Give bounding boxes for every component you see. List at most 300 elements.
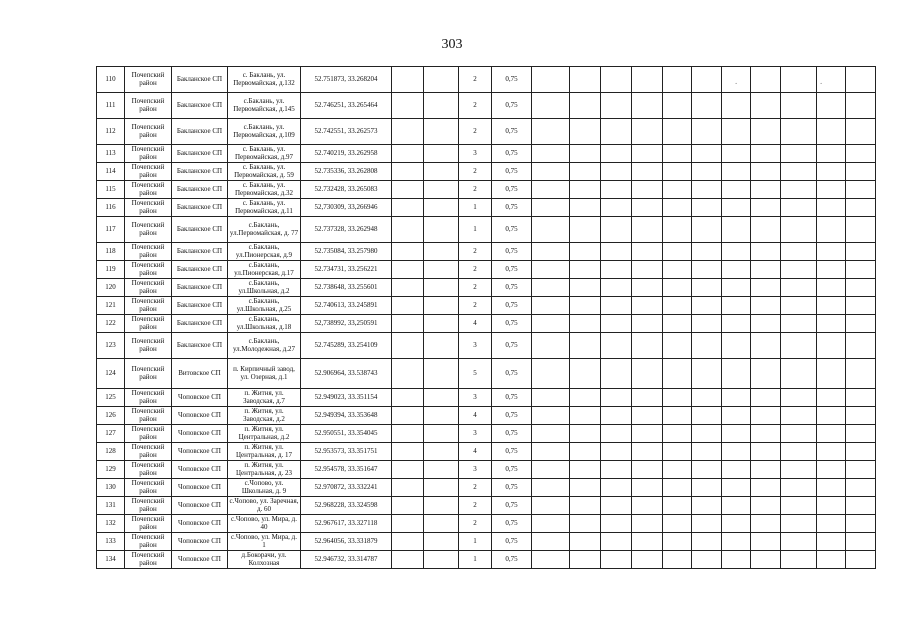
empty-cell <box>570 315 601 333</box>
settlement-cell: Чоповское СП <box>172 533 228 551</box>
settlement-cell: Бакланское СП <box>172 261 228 279</box>
empty-cell <box>632 199 663 217</box>
empty-cell <box>817 407 846 425</box>
empty-cell <box>632 359 663 389</box>
empty-cell <box>532 479 570 497</box>
empty-cell <box>632 145 663 163</box>
empty-cell <box>781 199 817 217</box>
coordinates-cell: 52.737328, 33.262948 <box>301 217 392 243</box>
district-cell: Почепский район <box>125 425 172 443</box>
empty-cell <box>570 551 601 569</box>
address-cell: п. Житня, ул. Заводская, д.2 <box>228 407 301 425</box>
table-row <box>97 217 876 243</box>
empty-cell <box>570 217 601 243</box>
empty-cell <box>392 119 424 145</box>
empty-cell <box>781 163 817 181</box>
empty-cell <box>846 425 876 443</box>
empty-cell <box>424 389 459 407</box>
empty-cell <box>601 497 632 515</box>
empty-cell <box>817 515 846 533</box>
quantity-cell: 3 <box>459 461 492 479</box>
settlement-cell: Бакланское СП <box>172 67 228 93</box>
empty-cell <box>663 497 692 515</box>
volume-cell: 0,75 <box>492 261 532 279</box>
empty-cell <box>392 551 424 569</box>
empty-cell <box>424 515 459 533</box>
empty-cell <box>663 407 692 425</box>
empty-cell <box>392 533 424 551</box>
table-row <box>97 443 876 461</box>
volume-cell: 0,75 <box>492 389 532 407</box>
empty-cell <box>663 119 692 145</box>
empty-cell <box>722 199 751 217</box>
empty-cell <box>722 119 751 145</box>
empty-cell <box>692 119 722 145</box>
empty-cell <box>570 279 601 297</box>
district-cell: Почепский район <box>125 119 172 145</box>
row-number: 124 <box>97 359 125 389</box>
empty-cell <box>722 243 751 261</box>
volume-cell: 0,75 <box>492 551 532 569</box>
empty-cell <box>424 199 459 217</box>
empty-cell <box>846 145 876 163</box>
empty-cell <box>751 217 781 243</box>
empty-cell <box>601 425 632 443</box>
row-number: 131 <box>97 497 125 515</box>
district-cell: Почепский район <box>125 515 172 533</box>
empty-cell <box>424 407 459 425</box>
empty-cell <box>424 243 459 261</box>
district-cell: Почепский район <box>125 217 172 243</box>
empty-cell <box>692 315 722 333</box>
empty-cell <box>692 551 722 569</box>
empty-cell <box>570 389 601 407</box>
empty-cell <box>722 533 751 551</box>
empty-cell <box>570 297 601 315</box>
quantity-cell: 1 <box>459 551 492 569</box>
coordinates-cell: 52.742551, 33.262573 <box>301 119 392 145</box>
row-number: 125 <box>97 389 125 407</box>
empty-cell <box>781 551 817 569</box>
empty-cell <box>663 551 692 569</box>
empty-cell <box>632 479 663 497</box>
address-cell: п. Житня, ул. Центральная, д. 17 <box>228 443 301 461</box>
empty-cell <box>751 389 781 407</box>
district-cell: Почепский район <box>125 199 172 217</box>
district-cell: Почепский район <box>125 145 172 163</box>
empty-cell <box>392 217 424 243</box>
table-row <box>97 67 876 93</box>
empty-cell <box>817 119 846 145</box>
settlement-cell: Чоповское СП <box>172 479 228 497</box>
volume-cell: 0,75 <box>492 425 532 443</box>
volume-cell: 0,75 <box>492 67 532 93</box>
empty-cell <box>817 359 846 389</box>
empty-cell <box>781 461 817 479</box>
empty-cell <box>601 389 632 407</box>
empty-cell <box>570 443 601 461</box>
quantity-cell: 3 <box>459 425 492 443</box>
empty-cell <box>751 479 781 497</box>
empty-cell <box>570 359 601 389</box>
empty-cell <box>601 279 632 297</box>
empty-cell <box>601 479 632 497</box>
settlement-cell: Чоповское СП <box>172 389 228 407</box>
volume-cell: 0,75 <box>492 497 532 515</box>
district-cell: Почепский район <box>125 497 172 515</box>
empty-cell <box>663 261 692 279</box>
empty-cell <box>663 461 692 479</box>
empty-cell <box>632 551 663 569</box>
empty-cell <box>846 359 876 389</box>
empty-cell <box>424 163 459 181</box>
empty-cell <box>817 315 846 333</box>
quantity-cell: 2 <box>459 181 492 199</box>
district-cell: Почепский район <box>125 389 172 407</box>
coordinates-cell: 52.732428, 33.265083 <box>301 181 392 199</box>
volume-cell: 0,75 <box>492 243 532 261</box>
empty-cell <box>692 67 722 93</box>
district-cell: Почепский район <box>125 479 172 497</box>
district-cell: Почепский район <box>125 461 172 479</box>
empty-cell <box>601 359 632 389</box>
empty-cell <box>751 497 781 515</box>
empty-cell <box>781 67 817 93</box>
empty-cell <box>392 93 424 119</box>
settlement-cell: Чоповское СП <box>172 407 228 425</box>
empty-cell <box>846 407 876 425</box>
empty-cell <box>632 163 663 181</box>
empty-cell <box>817 389 846 407</box>
empty-cell <box>570 199 601 217</box>
settlement-cell: Бакланское СП <box>172 297 228 315</box>
row-number: 134 <box>97 551 125 569</box>
coordinates-cell: 52.746251, 33.265464 <box>301 93 392 119</box>
coordinates-cell: 52.751873, 33.268204 <box>301 67 392 93</box>
empty-cell <box>601 163 632 181</box>
coordinates-cell: 52.970872, 33.332241 <box>301 479 392 497</box>
quantity-cell: 2 <box>459 515 492 533</box>
empty-cell <box>632 461 663 479</box>
empty-cell <box>846 279 876 297</box>
settlement-cell: Бакланское СП <box>172 119 228 145</box>
empty-cell <box>392 389 424 407</box>
empty-cell <box>570 67 601 93</box>
empty-cell <box>846 533 876 551</box>
district-cell: Почепский район <box>125 261 172 279</box>
empty-cell <box>722 407 751 425</box>
empty-cell <box>632 497 663 515</box>
coordinates-cell: 52.738648, 33.255601 <box>301 279 392 297</box>
quantity-cell: 2 <box>459 497 492 515</box>
empty-cell <box>632 93 663 119</box>
address-cell: с.Баклань, ул. Первомайская, д.145 <box>228 93 301 119</box>
empty-cell <box>601 333 632 359</box>
empty-cell <box>392 315 424 333</box>
coordinates-cell: 52.967617, 33.327118 <box>301 515 392 533</box>
empty-cell <box>532 261 570 279</box>
empty-cell <box>817 243 846 261</box>
empty-cell <box>663 515 692 533</box>
volume-cell: 0,75 <box>492 515 532 533</box>
empty-cell <box>781 497 817 515</box>
empty-cell <box>692 297 722 315</box>
empty-cell <box>751 199 781 217</box>
empty-cell <box>692 443 722 461</box>
empty-cell <box>601 461 632 479</box>
empty-cell <box>846 181 876 199</box>
table-row <box>97 515 876 533</box>
empty-cell <box>632 425 663 443</box>
empty-cell <box>781 315 817 333</box>
empty-cell <box>570 479 601 497</box>
empty-cell <box>392 181 424 199</box>
settlement-cell: Бакланское СП <box>172 315 228 333</box>
quantity-cell: 4 <box>459 407 492 425</box>
empty-cell <box>532 359 570 389</box>
empty-cell <box>751 163 781 181</box>
empty-cell <box>817 93 846 119</box>
district-cell: Почепский район <box>125 243 172 261</box>
empty-cell <box>722 181 751 199</box>
quantity-cell: 2 <box>459 243 492 261</box>
empty-cell <box>751 533 781 551</box>
table-row <box>97 279 876 297</box>
settlement-cell: Бакланское СП <box>172 199 228 217</box>
table-row <box>97 297 876 315</box>
empty-cell <box>781 515 817 533</box>
empty-cell <box>532 279 570 297</box>
empty-cell <box>532 497 570 515</box>
empty-cell <box>692 407 722 425</box>
coordinates-cell: 52,730309, 33,266946 <box>301 199 392 217</box>
empty-cell <box>570 243 601 261</box>
registry-table <box>96 66 876 569</box>
empty-cell <box>601 119 632 145</box>
empty-cell <box>601 181 632 199</box>
empty-cell <box>817 533 846 551</box>
empty-cell <box>532 243 570 261</box>
table-row <box>97 163 876 181</box>
settlement-cell: Чоповское СП <box>172 425 228 443</box>
settlement-cell: Бакланское СП <box>172 145 228 163</box>
empty-cell <box>751 551 781 569</box>
row-number: 122 <box>97 315 125 333</box>
empty-cell <box>392 443 424 461</box>
row-number: 128 <box>97 443 125 461</box>
empty-cell <box>781 279 817 297</box>
empty-cell <box>392 199 424 217</box>
empty-cell <box>632 333 663 359</box>
quantity-cell: 5 <box>459 359 492 389</box>
volume-cell: 0,75 <box>492 461 532 479</box>
empty-cell <box>751 181 781 199</box>
empty-cell <box>392 297 424 315</box>
table-row <box>97 425 876 443</box>
empty-cell <box>424 315 459 333</box>
empty-cell <box>751 315 781 333</box>
volume-cell: 0,75 <box>492 315 532 333</box>
empty-cell <box>663 279 692 297</box>
empty-cell <box>781 407 817 425</box>
address-cell: с.Баклань, ул.Пионерская, д.17 <box>228 261 301 279</box>
empty-cell <box>632 515 663 533</box>
empty-cell <box>817 497 846 515</box>
volume-cell: 0,75 <box>492 93 532 119</box>
table-row <box>97 181 876 199</box>
empty-cell <box>781 297 817 315</box>
address-cell: с.Баклань, ул. Первомайская, д.109 <box>228 119 301 145</box>
empty-cell <box>424 533 459 551</box>
address-cell: с.Чопово, ул. Школьная, д. 9 <box>228 479 301 497</box>
table-row <box>97 119 876 145</box>
empty-cell <box>663 533 692 551</box>
quantity-cell: 2 <box>459 119 492 145</box>
empty-cell <box>663 359 692 389</box>
quantity-cell: 2 <box>459 297 492 315</box>
address-cell: с. Баклань, ул. Первомайская, д.97 <box>228 145 301 163</box>
margin-mark: . <box>820 76 823 86</box>
empty-cell <box>601 443 632 461</box>
volume-cell: 0,75 <box>492 333 532 359</box>
empty-cell <box>601 551 632 569</box>
address-cell: п. Житня, ул. Центральная, д. 23 <box>228 461 301 479</box>
empty-cell <box>424 93 459 119</box>
empty-cell <box>817 443 846 461</box>
empty-cell <box>601 533 632 551</box>
empty-cell <box>392 163 424 181</box>
empty-cell <box>722 443 751 461</box>
table-row <box>97 199 876 217</box>
empty-cell <box>846 217 876 243</box>
row-number: 112 <box>97 119 125 145</box>
quantity-cell: 3 <box>459 389 492 407</box>
settlement-cell: Чоповское СП <box>172 515 228 533</box>
coordinates-cell: 52.968228, 33.324598 <box>301 497 392 515</box>
empty-cell <box>424 479 459 497</box>
district-cell: Почепский район <box>125 93 172 119</box>
empty-cell <box>532 145 570 163</box>
empty-cell <box>424 497 459 515</box>
district-cell: Почепский район <box>125 443 172 461</box>
empty-cell <box>601 243 632 261</box>
empty-cell <box>817 425 846 443</box>
empty-cell <box>781 425 817 443</box>
settlement-cell: Бакланское СП <box>172 181 228 199</box>
table-row <box>97 551 876 569</box>
table-row <box>97 461 876 479</box>
district-cell: Почепский район <box>125 359 172 389</box>
row-number: 123 <box>97 333 125 359</box>
row-number: 116 <box>97 199 125 217</box>
empty-cell <box>663 425 692 443</box>
settlement-cell: Чоповское СП <box>172 461 228 479</box>
settlement-cell: Чоповское СП <box>172 443 228 461</box>
empty-cell <box>722 163 751 181</box>
empty-cell <box>692 497 722 515</box>
quantity-cell: 2 <box>459 261 492 279</box>
settlement-cell: Чоповское СП <box>172 497 228 515</box>
empty-cell <box>663 243 692 261</box>
empty-cell <box>751 443 781 461</box>
row-number: 114 <box>97 163 125 181</box>
empty-cell <box>663 443 692 461</box>
address-cell: с.Баклань, ул.Школьная, д.2 <box>228 279 301 297</box>
empty-cell <box>751 145 781 163</box>
empty-cell <box>392 261 424 279</box>
district-cell: Почепский район <box>125 67 172 93</box>
empty-cell <box>601 93 632 119</box>
empty-cell <box>532 93 570 119</box>
empty-cell <box>532 119 570 145</box>
empty-cell <box>424 145 459 163</box>
row-number: 121 <box>97 297 125 315</box>
empty-cell <box>817 199 846 217</box>
empty-cell <box>722 497 751 515</box>
district-cell: Почепский район <box>125 533 172 551</box>
empty-cell <box>722 359 751 389</box>
empty-cell <box>392 145 424 163</box>
coordinates-cell: 52.745289, 33.254109 <box>301 333 392 359</box>
coordinates-cell: 52.950551, 33.354045 <box>301 425 392 443</box>
coordinates-cell: 52.735084, 33.257980 <box>301 243 392 261</box>
empty-cell <box>663 217 692 243</box>
row-number: 111 <box>97 93 125 119</box>
margin-mark: . <box>735 76 738 86</box>
empty-cell <box>392 461 424 479</box>
row-number: 110 <box>97 67 125 93</box>
row-number: 113 <box>97 145 125 163</box>
empty-cell <box>846 333 876 359</box>
empty-cell <box>570 145 601 163</box>
empty-cell <box>532 333 570 359</box>
coordinates-cell: 52.949394, 33.353648 <box>301 407 392 425</box>
empty-cell <box>601 315 632 333</box>
empty-cell <box>692 93 722 119</box>
empty-cell <box>781 93 817 119</box>
empty-cell <box>692 533 722 551</box>
empty-cell <box>663 315 692 333</box>
quantity-cell: 3 <box>459 333 492 359</box>
registry-body <box>97 67 876 569</box>
empty-cell <box>722 461 751 479</box>
quantity-cell: 2 <box>459 279 492 297</box>
row-number: 129 <box>97 461 125 479</box>
address-cell: с.Чопово, ул. Заречная, д. 60 <box>229 497 299 513</box>
table-row <box>97 497 876 515</box>
empty-cell <box>532 389 570 407</box>
row-number: 132 <box>97 515 125 533</box>
row-number: 127 <box>97 425 125 443</box>
empty-cell <box>692 461 722 479</box>
empty-cell <box>392 359 424 389</box>
empty-cell <box>532 425 570 443</box>
empty-cell <box>846 67 876 93</box>
empty-cell <box>781 217 817 243</box>
empty-cell <box>722 315 751 333</box>
empty-cell <box>692 425 722 443</box>
empty-cell <box>392 515 424 533</box>
table-row <box>97 261 876 279</box>
empty-cell <box>424 359 459 389</box>
empty-cell <box>632 119 663 145</box>
empty-cell <box>692 217 722 243</box>
volume-cell: 0,75 <box>492 279 532 297</box>
empty-cell <box>570 181 601 199</box>
empty-cell <box>722 515 751 533</box>
settlement-cell: Бакланское СП <box>172 217 228 243</box>
empty-cell <box>722 67 751 93</box>
